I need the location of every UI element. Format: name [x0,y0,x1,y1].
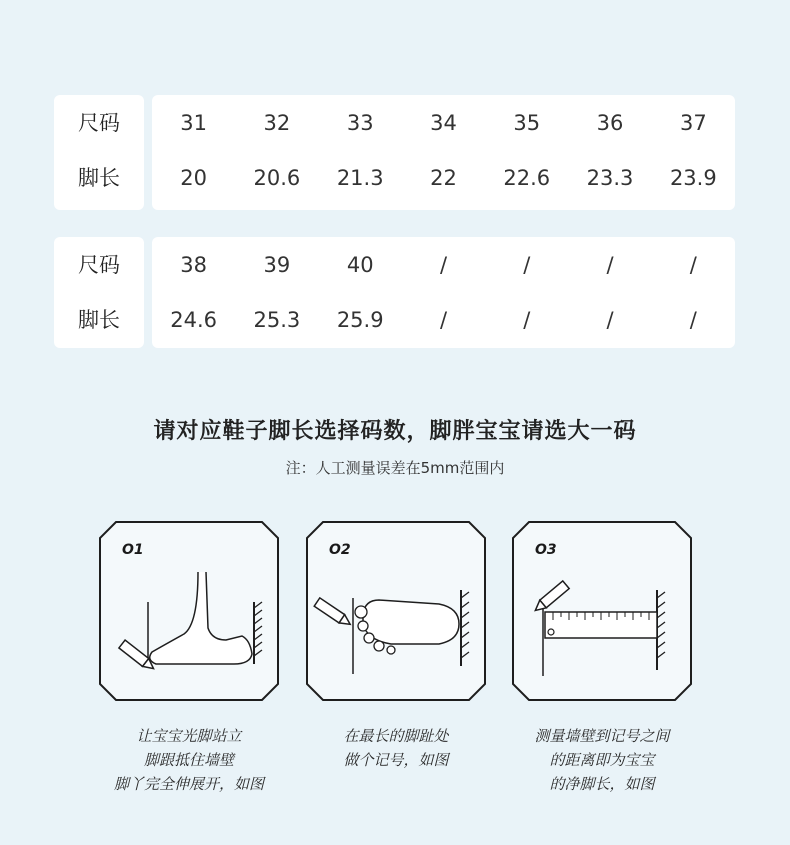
caption-line: 脚丫完全伸展开，如图 [113,775,264,793]
length-cell: 22 [430,166,457,190]
size-cell: 35 [513,111,541,135]
step-3-illustration [507,516,697,706]
size-cell: 38 [180,253,207,277]
size-row [54,95,735,151]
size-cell: / [689,253,697,277]
caption-line: 的净脚长，如图 [549,775,655,793]
caption-line: 的距离即为宝宝 [549,751,655,769]
length-cell: 20.6 [253,166,301,190]
length-cell: 20 [180,166,207,190]
size-cell: 36 [596,111,624,135]
step-1-illustration [94,516,284,706]
length-row-label: 脚长 [78,308,120,332]
length-cell: 24.6 [170,308,218,332]
size-cell: 37 [679,111,707,135]
size-cell: 39 [263,253,291,277]
length-row-label: 脚长 [78,166,120,190]
size-row [54,237,735,293]
size-cell: 33 [346,111,374,135]
length-cell: 25.3 [253,308,301,332]
size-row-label: 尺码 [78,111,120,135]
caption-line: 脚跟抵住墙壁 [143,751,234,769]
size-cell: 32 [263,111,291,135]
size-cell: 34 [430,111,457,135]
step-1-caption [84,724,294,796]
step-number: O1 [122,542,144,558]
measurement-note: 注：人工测量误差在5mm范围内 [285,459,505,477]
caption-line: 做个记号，如图 [343,751,449,769]
size-cell: 40 [346,253,374,277]
length-cell: / [439,308,448,332]
size-advice-heading: 请对应鞋子脚长选择码数，脚胖宝宝请选大一码 [153,419,637,444]
length-cell: 23.3 [586,166,634,190]
step-2-illustration [301,516,491,706]
size-cell: / [606,253,614,277]
size-table-2 [54,237,735,348]
size-cell: 31 [180,111,207,135]
length-cell: 23.9 [669,166,717,190]
length-cell: / [689,308,697,332]
size-row-label: 尺码 [78,253,120,277]
step-number: O2 [329,542,351,558]
length-cell: / [523,308,531,332]
length-cell: 25.9 [336,308,384,332]
step-number: O3 [535,542,557,558]
size-cell: / [523,253,531,277]
step-3-caption [497,724,707,796]
caption-line: 在最长的脚趾处 [343,727,449,745]
length-row [54,150,735,206]
caption-line: 测量墙壁到记号之间 [534,727,670,745]
size-cell: / [439,253,448,277]
length-cell: 21.3 [336,166,384,190]
length-cell: / [606,308,614,332]
step-2-caption [291,724,501,772]
length-cell: 22.6 [503,166,551,190]
size-table-1 [54,95,735,210]
length-row [54,292,735,348]
caption-line: 让宝宝光脚站立 [136,727,242,745]
